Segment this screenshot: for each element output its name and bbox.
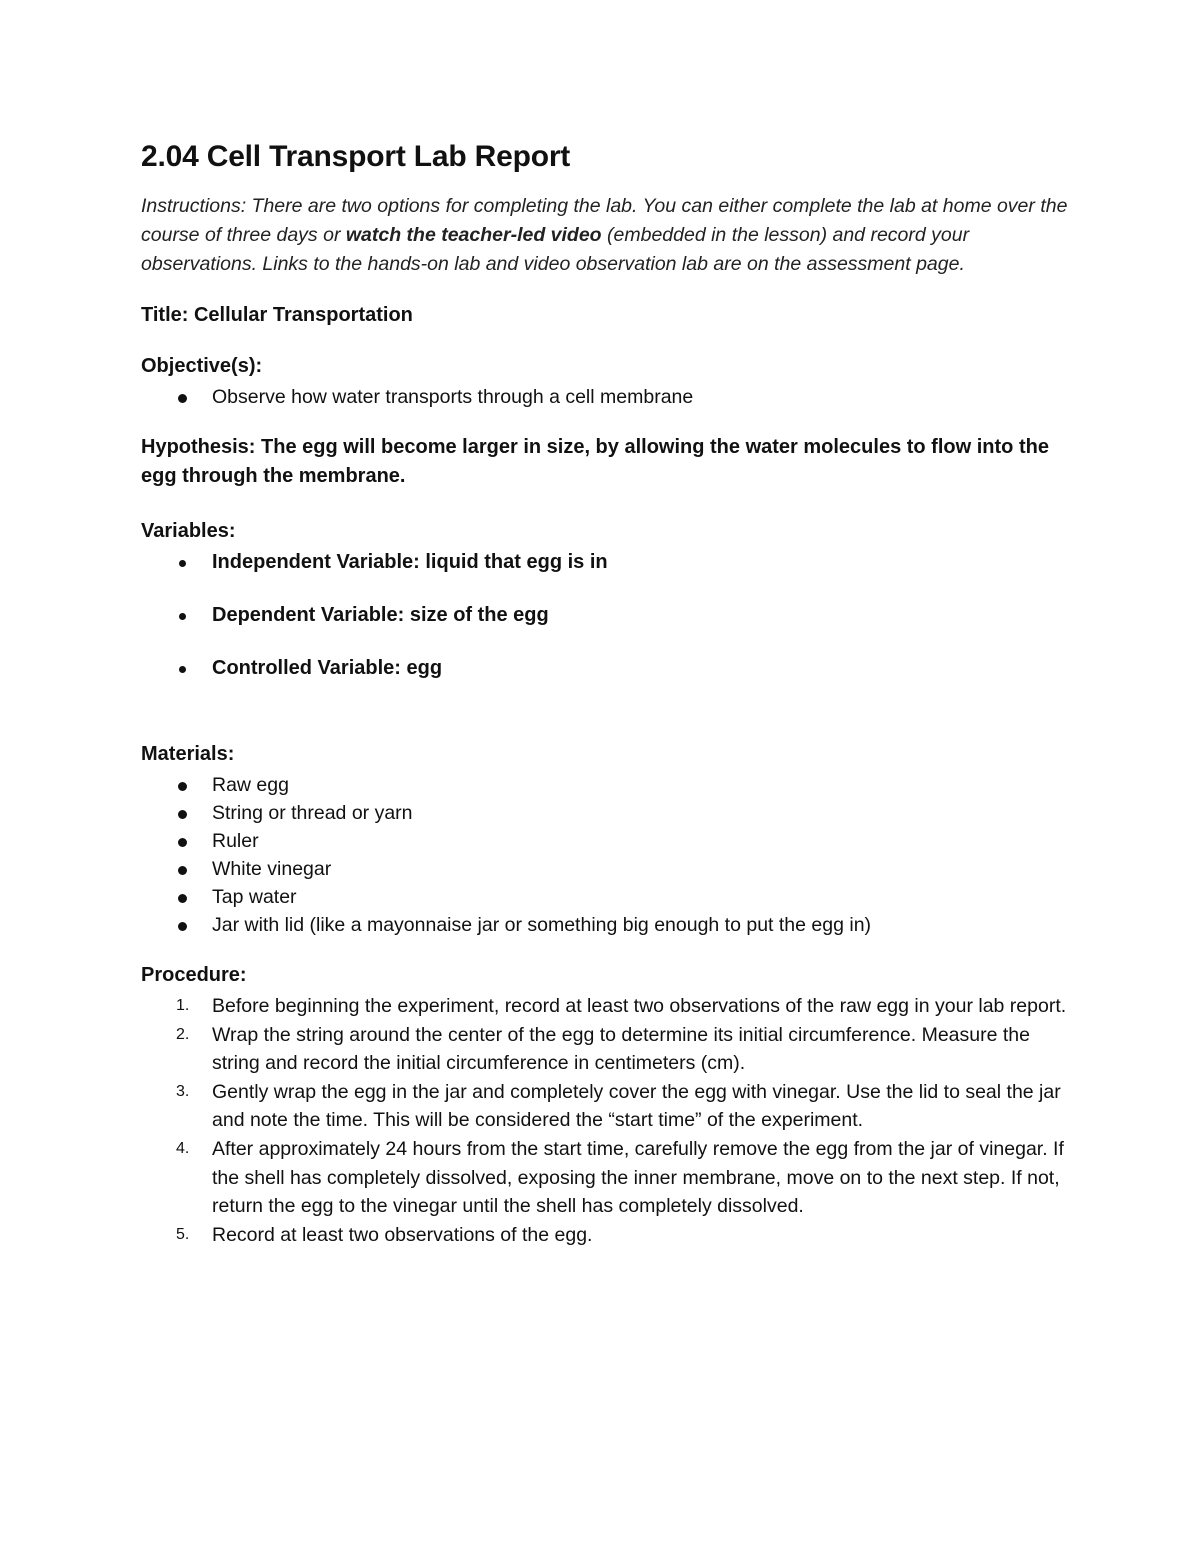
list-item [141,855,1071,883]
procedure-step [141,1021,1071,1078]
procedure-heading: Procedure: [141,964,247,986]
list-item [141,883,1071,911]
list-item-text: Ruler [212,830,259,852]
bullet-icon [178,866,187,875]
step-text: After approximately 24 hours from the start time, carefully remove the egg from the jar of vinegar. If the shell has completely dissolved, exposing the inner membrane, move on to the next step. If not, return the egg to the vinegar until the shell has completely dissolved. [212,1137,1064,1218]
hypothesis: Hypothesis: The egg will become larger in size, by allowing the water molecules to flow into the egg through the membrane. [141,436,1049,487]
procedure-section [141,961,1071,1249]
procedure-list [141,992,1071,1249]
bullet-icon [178,782,187,791]
variables-heading: Variables: [141,520,236,542]
procedure-step [141,1221,1071,1250]
bullet-icon [179,613,186,620]
list-item-text: Independent Variable: liquid that egg is in [212,551,608,573]
step-text: Wrap the string around the center of the egg to determine its initial circumference. Measure the string and record the initial circumference in centimeters (cm). [212,1023,1030,1075]
variables-section [141,517,1071,682]
objectives-list [141,383,1071,411]
materials-heading: Materials: [141,743,235,765]
spacer [141,704,1071,740]
list-item-text: Observe how water transports through a cell membrane [212,386,694,408]
bullet-icon [179,666,186,673]
step-text: Before beginning the experiment, record at least two observations of the raw egg in your lab report. [212,995,1067,1017]
objectives-section [141,352,1071,411]
list-item [141,383,1071,411]
list-item-text: Raw egg [212,774,289,796]
list-item-text: White vinegar [212,858,332,880]
list-item-text: Controlled Variable: egg [212,657,443,679]
objectives-heading: Objective(s): [141,355,263,377]
list-item-text: Tap water [212,886,297,908]
document-title: 2.04 Cell Transport Lab Report [141,140,571,173]
list-item [141,827,1071,855]
list-item [141,548,1071,576]
list-item-text: Dependent Variable: size of the egg [212,604,549,626]
list-item [141,601,1071,629]
bullet-icon [178,838,187,847]
list-item-text: String or thread or yarn [212,802,413,824]
step-number: 3. [176,1082,190,1100]
list-item [141,771,1071,799]
step-number: 1. [176,997,190,1014]
bullet-icon [178,810,187,819]
instructions-bold-text: watch the teacher-led video [345,224,602,246]
materials-list [141,771,1071,939]
step-text: Gently wrap the egg in the jar and completely cover the egg with vinegar. Use the lid to seal the jar and note the time. This will be considered the “start time” of the experiment. [212,1080,1061,1132]
list-item-text: Jar with lid (like a mayonnaise jar or something big enough to put the egg in) [212,914,872,936]
instructions-paragraph [141,192,1071,279]
procedure-step [141,992,1071,1021]
bullet-icon [179,560,186,567]
step-number: 2. [176,1025,190,1043]
step-number: 4. [176,1139,190,1157]
lab-title-section [141,301,1071,330]
bullet-icon [178,894,187,903]
materials-section [141,740,1071,939]
variables-list [141,548,1071,682]
procedure-step [141,1078,1071,1135]
list-item [141,799,1071,827]
bullet-icon [178,922,187,931]
lab-title: Title: Cellular Transportation [141,304,413,326]
bullet-icon [178,394,187,403]
list-item [141,654,1071,682]
document-page [141,140,1071,1271]
step-text: Record at least two observations of the egg. [212,1223,593,1246]
procedure-step [141,1135,1071,1221]
instructions-text-2: (embedded in the lesson) and record your observations. Links to the hands-on lab and video observation lab are on the assessment page. [141,224,970,275]
step-number: 5. [176,1225,190,1243]
instructions-text-1: Instructions: There are two options for completing the lab. You can either complete the lab at home over the course of three days or [141,195,1068,246]
list-item [141,911,1071,939]
